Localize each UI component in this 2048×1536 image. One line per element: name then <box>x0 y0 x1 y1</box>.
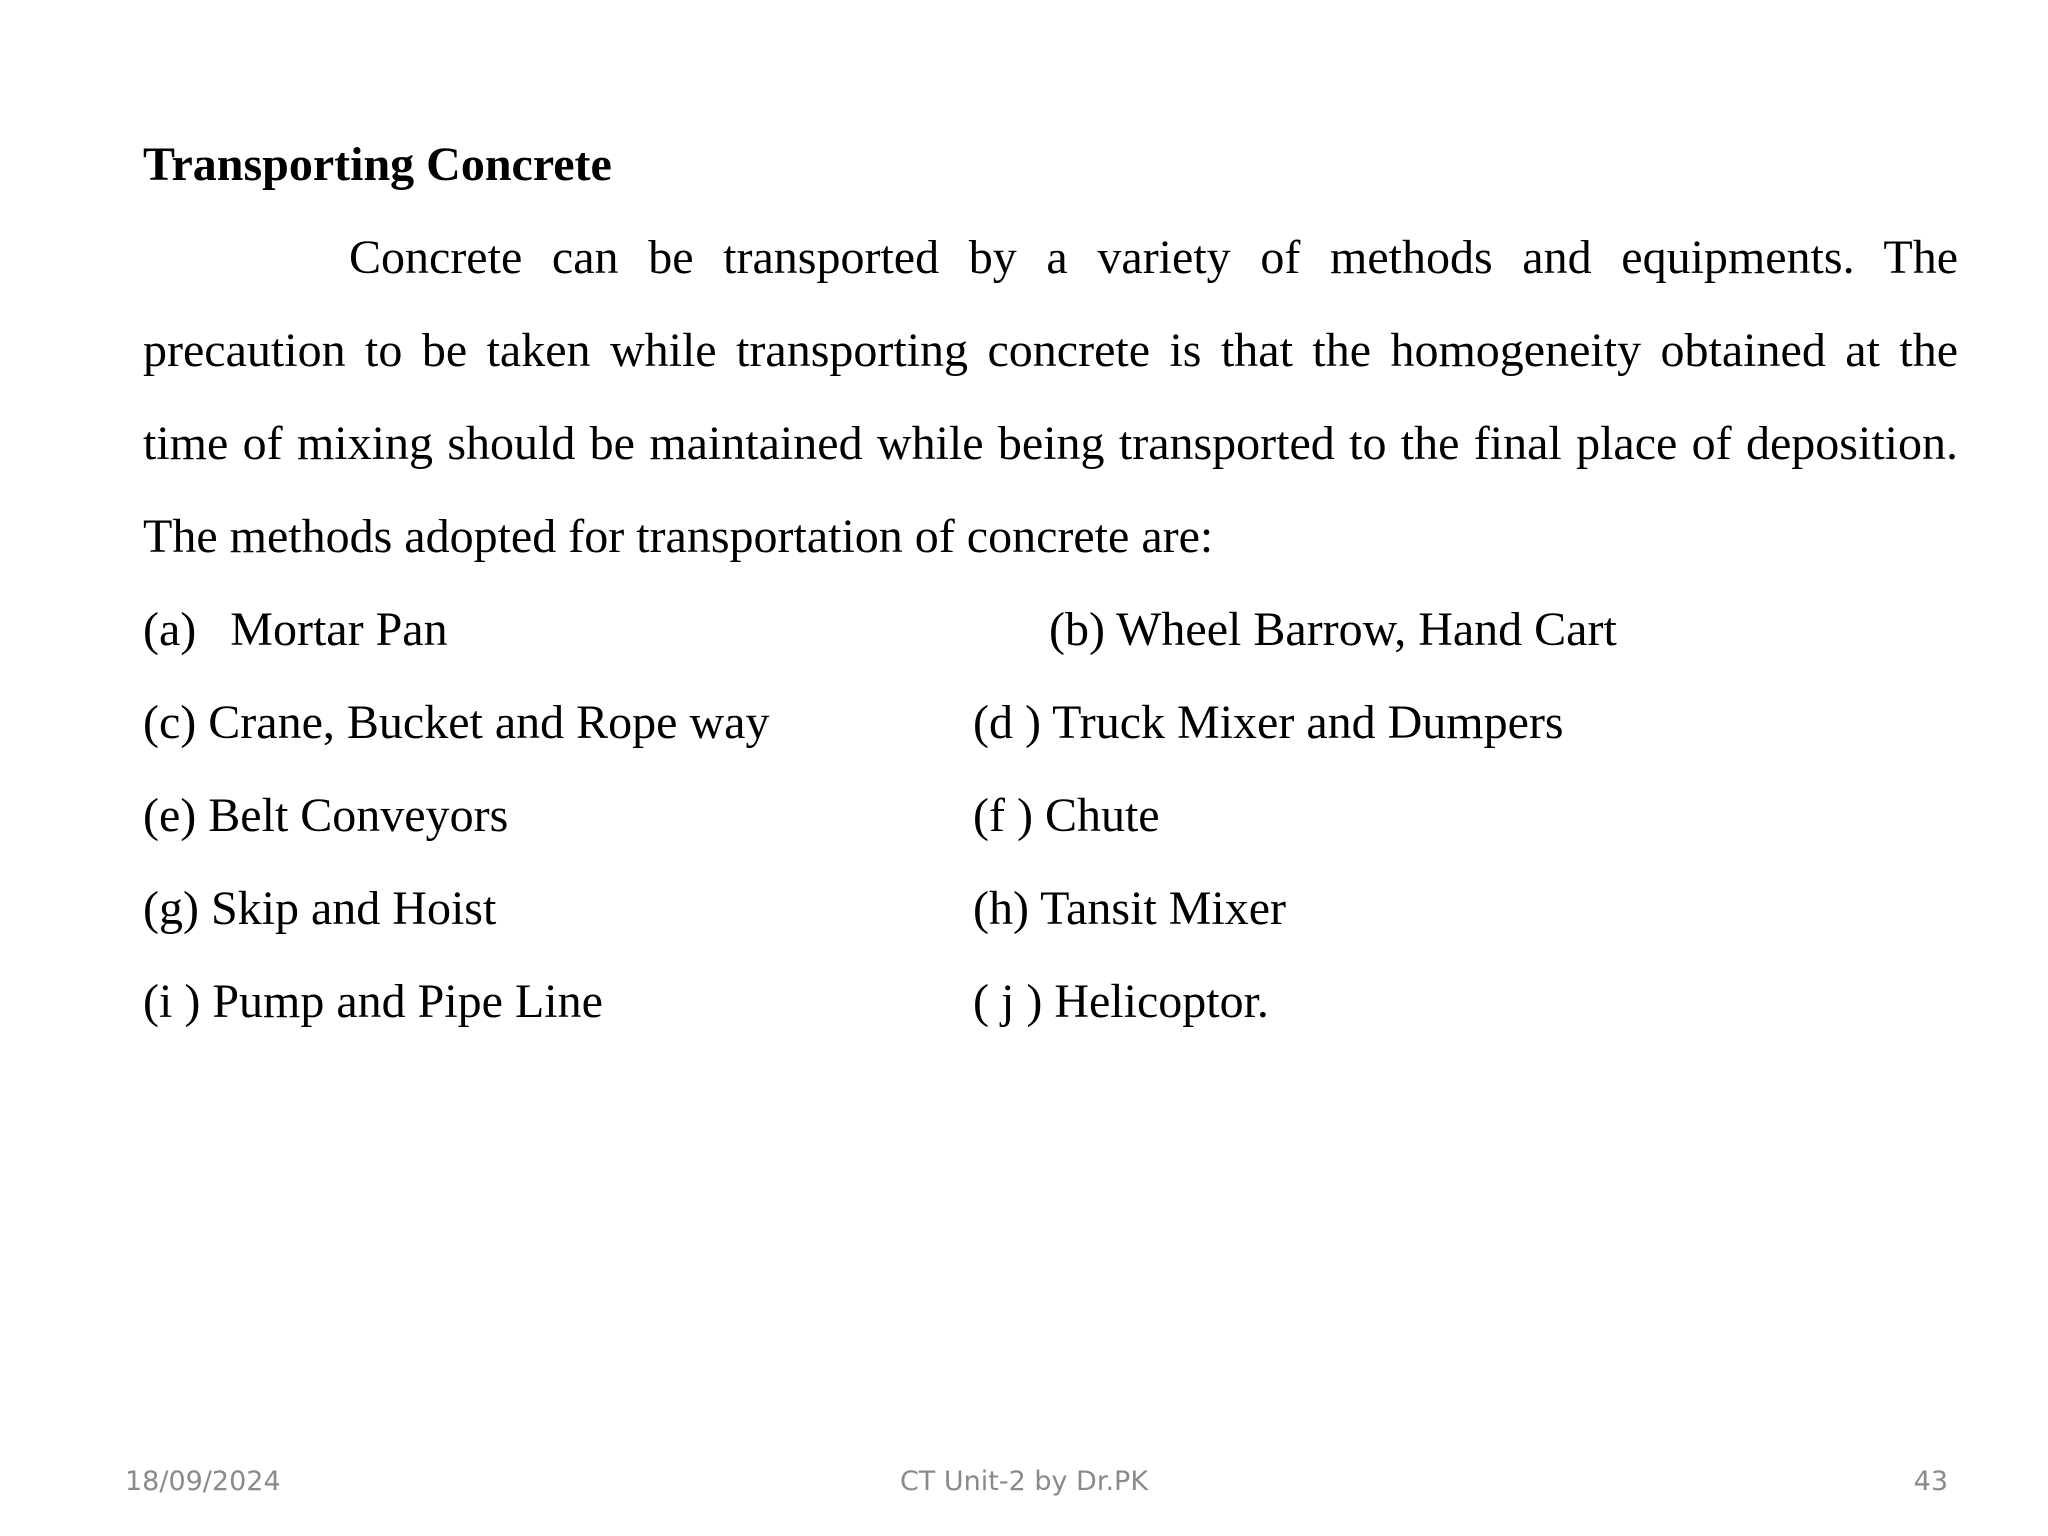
method-text: Helicoptor. <box>1054 975 1269 1028</box>
method-label: ( j ) <box>973 975 1043 1028</box>
page-number: 43 <box>1913 1466 1948 1497</box>
method-label: (e) <box>143 789 197 842</box>
footer-title: CT Unit-2 by Dr.PK <box>899 1466 1149 1497</box>
method-label: (c) <box>143 696 197 749</box>
method-text: Belt Conveyors <box>208 789 509 842</box>
method-text: Crane, Bucket and Rope way <box>208 696 770 749</box>
methods-row <box>143 676 1958 769</box>
methods-row <box>143 862 1958 955</box>
method-item <box>973 862 1286 955</box>
method-item <box>143 769 508 862</box>
method-text: Skip and Hoist <box>210 882 497 935</box>
slide-title: Transporting Concrete <box>143 138 612 191</box>
method-item <box>143 676 769 769</box>
method-text: Tansit Mixer <box>1040 882 1287 935</box>
method-text: Truck Mixer and Dumpers <box>1052 696 1564 749</box>
method-text: Wheel Barrow, Hand Cart <box>1116 603 1617 656</box>
methods-row <box>143 769 1958 862</box>
method-item <box>1049 583 1617 676</box>
method-label: (a) <box>143 603 197 656</box>
method-text: Chute <box>1044 789 1160 842</box>
slide-content <box>143 118 1958 1048</box>
method-text: Pump and Pipe Line <box>212 975 603 1028</box>
intro-paragraph: Concrete can be transported by a variety of methods and equipments. The precaution to be taken while transporting concrete is that the homogeneity obtained at the time of mixing should be maintained while being transported to the final place of deposition. The methods adopted for transportation of concrete are: <box>143 231 1958 563</box>
method-label: (d ) <box>973 696 1041 749</box>
method-item <box>143 955 603 1048</box>
method-item <box>143 862 496 955</box>
footer-date: 18/09/2024 <box>125 1466 281 1497</box>
method-label: (f ) <box>973 789 1033 842</box>
methods-list <box>143 583 1958 1048</box>
method-item <box>973 955 1269 1048</box>
method-label: (i ) <box>143 975 201 1028</box>
method-text: Mortar Pan <box>230 603 448 656</box>
method-label: (h) <box>973 882 1029 935</box>
method-label: (b) <box>1049 603 1105 656</box>
methods-row <box>143 955 1958 1048</box>
method-label: (g) <box>143 882 199 935</box>
method-item <box>973 676 1564 769</box>
method-item <box>143 583 448 676</box>
method-item <box>973 769 1160 862</box>
methods-row <box>143 583 1958 676</box>
